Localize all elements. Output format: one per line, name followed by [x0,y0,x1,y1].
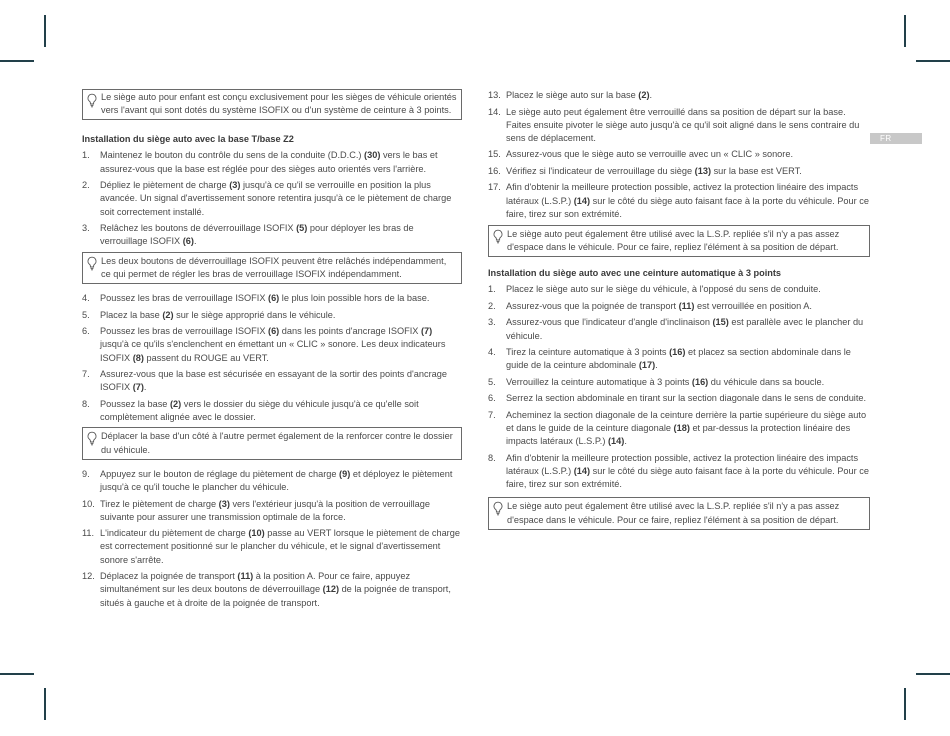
step-item [82,325,462,365]
note-text: Déplacer la base d'un côté à l'autre permet également de la renforcer contre le dossier du véhicule. [101,431,453,455]
step-item [488,165,870,178]
step-item [82,292,462,305]
step-item [488,89,870,102]
step-text: Tirez le piètement de charge (3) vers l'extérieur jusqu'à la position de verrouillage suivante pour assurer une transmission optimale de la force. [100,498,431,522]
step-item [82,149,462,175]
steps-list [488,283,870,491]
step-text: Serrez la section abdominale en tirant sur la section diagonale dans le sens de conduite. [506,393,867,404]
note-text: Les deux boutons de déverrouillage ISOFIX peuvent être relâchés indépendamment, ce qui permet de régler les bras de verrouillage ISOFIX indépendamment. [101,255,447,279]
step-text: Le siège auto peut également être verrouillé dans sa position de départ sur la base. Faites ensuite pivoter le siège auto jusqu'à ce qu'il soit aligné dans le sens contraire du sens de déplacement. [506,106,860,143]
steps-list [488,89,870,221]
step-number: 11. [82,528,95,539]
step-text: Assurez-vous que la base est sécurisée en essayant de la sortir des points d'ancrage ISOFIX (7). [100,369,447,393]
lightbulb-icon [86,256,98,271]
step-item [82,570,462,610]
step-item [488,106,870,146]
crop-mark-top-left-horizontal [0,60,34,62]
note-text: Le siège auto peut également être utilisé avec la L.S.P. repliée s'il n'y a pas assez d'espace dans le véhicule. Pour ce faire, repliez l'élément à sa position de départ. [507,229,840,253]
step-number: 1. [82,150,90,161]
step-number: 12. [82,571,95,582]
step-number: 7. [82,369,90,380]
step-number: 5. [488,376,496,387]
note-box [82,89,462,120]
step-text: Assurez-vous que la poignée de transport (11) est verrouillée en position A. [506,300,812,311]
step-text: Poussez les bras de verrouillage ISOFIX (6) dans les points d'ancrage ISOFIX (7) jusqu'à ce qu'ils s'enclenchent en émettant un « CLIC » sonore. Les deux indicateurs ISOFIX (8) passent du ROUGE au VERT. [100,326,446,363]
section-heading: Installation du siège auto avec la base T/base Z2 [82,134,294,145]
step-item [488,316,870,342]
section-heading: Installation du siège auto avec une ceinture automatique à 3 points [488,268,782,279]
step-number: 4. [82,293,90,304]
step-item [82,222,462,248]
step-number: 5. [82,309,90,320]
crop-mark-bottom-left-vertical [44,688,46,720]
step-text: Dépliez le piètement de charge (3) jusqu'à ce qu'il se verrouille en position la plus avancée. Un signal d'avertissement sonore retentira jusqu'à ce le piètement de charge soit correctement installé. [100,180,452,217]
step-text: Vérifiez si l'indicateur de verrouillage du siège (13) sur la base est VERT. [506,165,802,176]
step-text: Appuyez sur le bouton de réglage du piètement de charge (9) et déployez le piètement jusqu'à ce qu'il touche le plancher du véhicule. [100,468,453,493]
step-number: 7. [488,409,496,420]
step-item [488,392,870,405]
step-number: 2. [488,300,496,311]
step-text: Maintenez le bouton du contrôle du sens de la conduite (D.D.C.) (30) vers le bas et assurez-vous que la base est réglée pour des sièges auto orientés vers l'arrière. [100,150,438,174]
step-number: 4. [488,347,496,358]
step-number: 6. [488,393,496,404]
steps-list [82,149,462,248]
step-number: 3. [82,223,90,234]
step-item [82,398,462,424]
lightbulb-icon [86,93,98,108]
step-text: Afin d'obtenir la meilleure protection possible, activez la protection linéaire des impacts latéraux (L.S.P.) (14) sur le côté du siège auto faisant face à la porte du véhicule. Pour ce faire, tirez sur son extrémité. [506,452,869,490]
step-text: Placez le siège auto sur le siège du véhicule, à l'opposé du sens de conduite. [506,284,821,295]
step-item [82,179,462,219]
step-number: 14. [488,106,501,117]
step-number: 1. [488,284,496,295]
crop-mark-bottom-left-horizontal [0,673,34,675]
lightbulb-icon [492,501,504,516]
step-number: 6. [82,326,90,337]
steps-list [82,292,462,424]
step-text: Poussez la base (2) vers le dossier du siège du véhicule jusqu'à ce qu'elle soit complètement alignée avec le dossier. [100,398,419,422]
note-text: Le siège auto peut également être utilisé avec la L.S.P. repliée s'il n'y a pas assez d'espace dans le véhicule. Pour ce faire, repliez l'élément à sa position de départ. [507,501,840,525]
step-item [488,346,870,372]
step-number: 13. [488,90,501,100]
step-item [82,527,462,567]
step-text: Déplacez la poignée de transport (11) à la position A. Pour ce faire, appuyez simultanément sur les deux boutons de déverrouillage (12) de la poignée de transport, situés à gauche et à droite de la poignée de transport. [100,571,451,608]
step-item [488,409,870,449]
left-column [82,89,462,613]
step-item [82,368,462,394]
step-number: 9. [82,468,90,479]
step-item [82,498,462,524]
note-text: Le siège auto pour enfant est conçu exclusivement pour les sièges de véhicule orientés vers l'avant qui sont dotés du système ISOFIX ou d'un système de ceinture à 3 points. [101,92,457,116]
step-number: 16. [488,165,501,176]
step-text: Placez la base (2) sur le siège approprié dans le véhicule. [100,309,336,320]
note-box [82,252,462,284]
step-item [488,452,870,492]
step-text: L'indicateur du piètement de charge (10) passe au VERT lorsque le piètement de charge est correctement positionné sur le plancher du véhicule, et le signal d'avertissement sonore s'arrête. [100,528,460,565]
lightbulb-icon [492,229,504,244]
note-box [82,427,462,459]
note-box [488,225,870,257]
step-text: Placez le siège auto sur la base (2). [506,90,653,100]
step-number: 8. [488,452,496,463]
step-item [82,468,462,494]
step-text: Assurez-vous que l'indicateur d'angle d'inclinaison (15) est parallèle avec le plancher du véhicule. [506,317,864,341]
step-item [488,148,870,161]
step-number: 17. [488,182,501,193]
step-number: 3. [488,317,496,328]
step-number: 15. [488,149,501,160]
step-text: Verrouillez la ceinture automatique à 3 points (16) du véhicule dans sa boucle. [506,376,825,387]
step-text: Tirez la ceinture automatique à 3 points (16) et placez sa section abdominale dans le guide de la ceinture abdominale (17). [506,347,851,371]
step-number: 10. [82,498,95,509]
step-text: Relâchez les boutons de déverrouillage ISOFIX (5) pour déployer les bras de verrouillage ISOFIX (6). [100,223,414,247]
step-text: Afin d'obtenir la meilleure protection possible, activez la protection linéaire des impacts latéraux (L.S.P.) (14) sur le côté du siège auto faisant face à la porte du véhicule. Pour ce faire, tirez sur son extrémité. [506,182,869,219]
crop-mark-top-right-horizontal [916,60,950,62]
steps-list [82,468,462,610]
step-number: 8. [82,398,90,409]
note-box [488,497,870,529]
step-item [488,300,870,313]
step-item [488,283,870,296]
right-column [488,89,870,538]
language-tab: FR [870,133,922,144]
lightbulb-icon [86,431,98,446]
step-item [82,309,462,322]
step-text: Acheminez la section diagonale de la ceinture derrière la partie supérieure du siège auto et dans le guide de la ceinture diagonale (18) et par-dessus la protection linéaire des impacts latéraux (L.S.P.) (14). [506,409,867,447]
crop-mark-bottom-right-vertical [904,688,906,720]
step-text: Assurez-vous que le siège auto se verrouille avec un « CLIC » sonore. [506,149,794,160]
step-text: Poussez les bras de verrouillage ISOFIX (6) le plus loin possible hors de la base. [100,293,430,304]
step-item [488,181,870,221]
crop-mark-top-left-vertical [44,15,46,47]
step-item [488,376,870,389]
crop-mark-top-right-vertical [904,15,906,47]
crop-mark-bottom-right-horizontal [916,673,950,675]
step-number: 2. [82,180,90,191]
